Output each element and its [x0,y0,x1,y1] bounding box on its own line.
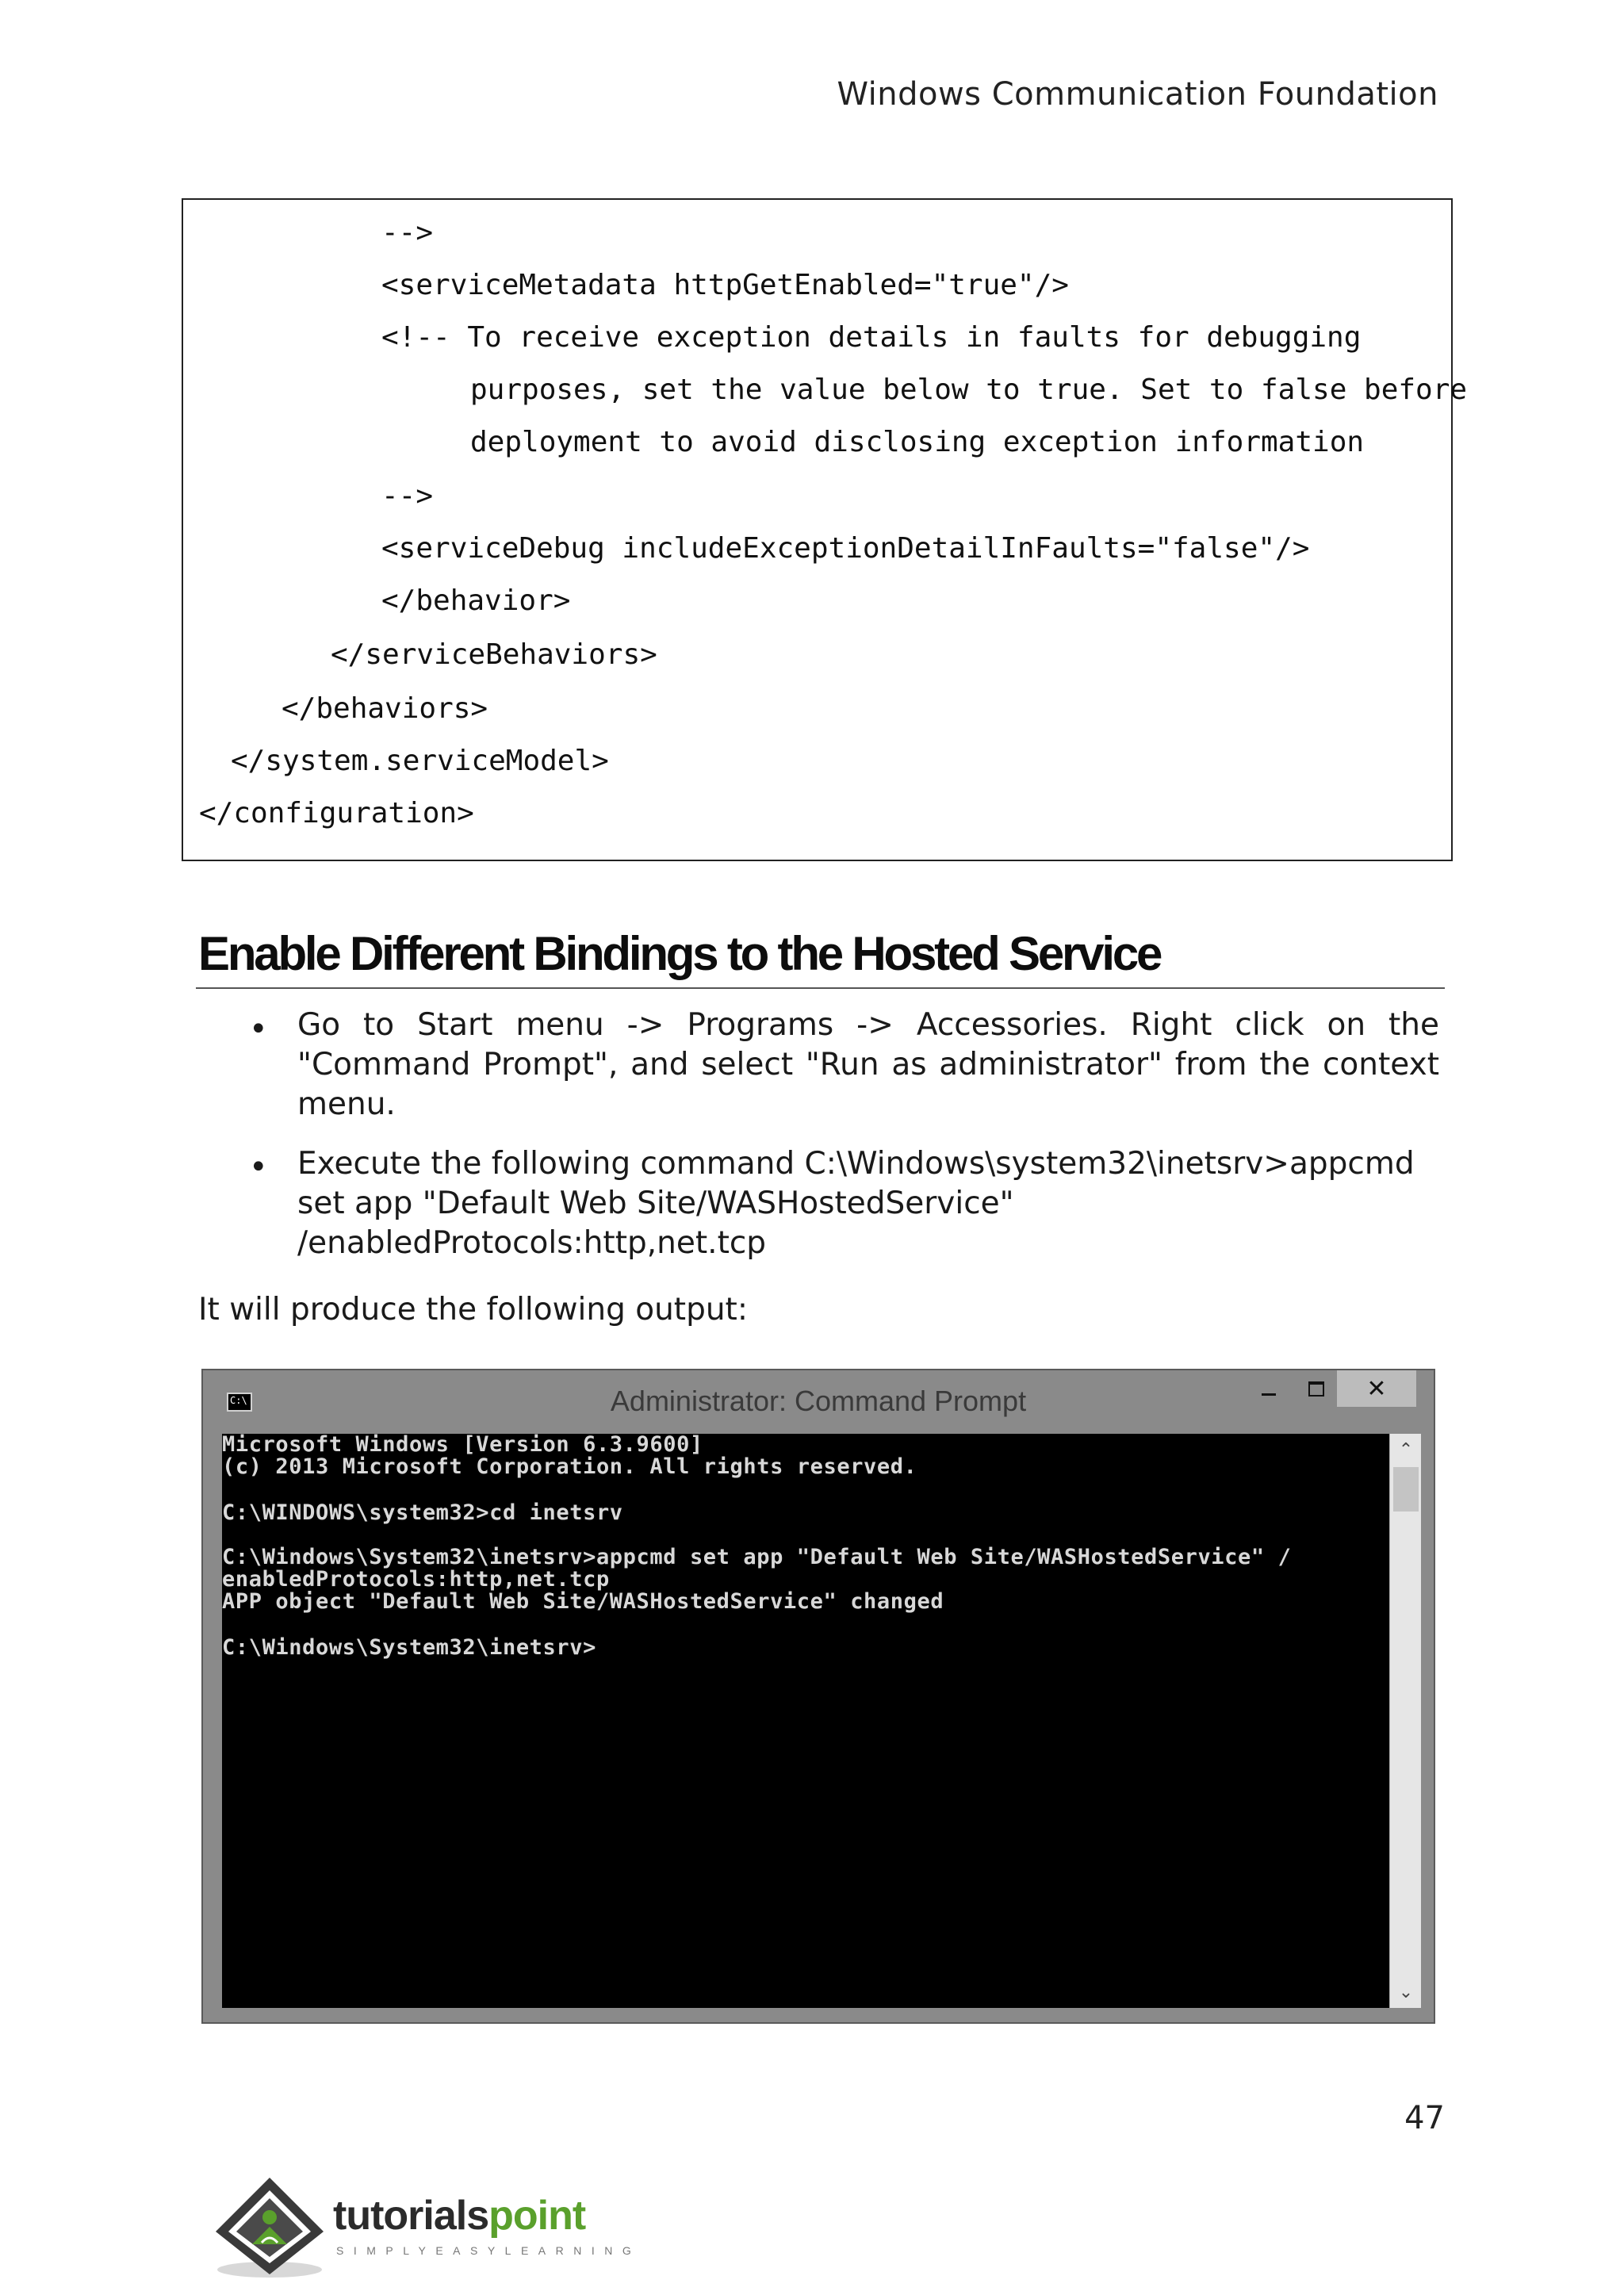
code-line: <serviceDebug includeExceptionDetailInFaults="false"/> [381,532,1310,565]
logo-emblem-icon [206,2171,333,2282]
console-line: C:\Windows\System32\inetsrv>appcmd set app "Default Web Site/WASHostedService" / [222,1545,1292,1569]
tutorialspoint-logo [206,2171,658,2282]
code-line: </behaviors> [282,692,488,725]
console-output[interactable] [222,1434,1389,2008]
code-line: <serviceMetadata httpGetEnabled="true"/> [381,269,1069,301]
window-titlebar[interactable] [203,1370,1434,1434]
code-line: purposes, set the value below to true. Set to false before [470,374,1468,406]
code-block [182,198,1468,861]
close-button[interactable]: ✕ [1337,1370,1416,1407]
code-line: </configuration> [199,797,474,829]
code-line: </system.serviceModel> [231,745,609,777]
bullet-item: Go to Start menu -> Programs -> Accessories. Right click on the "Command Prompt", and select "Run as administrator" from the context menu. [297,1007,1439,1122]
vertical-scrollbar[interactable] [1389,1434,1421,2008]
page-number: 47 [1404,2100,1445,2136]
code-line: --> [381,480,434,512]
maximize-button[interactable] [1294,1370,1339,1407]
command-prompt-window [201,1369,1435,2024]
console-line: APP object "Default Web Site/WASHostedService" changed [222,1589,944,1614]
minimize-button[interactable] [1247,1370,1291,1407]
bullet-marker: • [249,1149,268,1186]
section-title: Enable Different Bindings to the Hosted Service [198,927,1161,980]
scroll-up-icon[interactable]: ⌃ [1398,1439,1414,1460]
scrollbar-thumb[interactable] [1393,1467,1419,1511]
console-line: (c) 2013 Microsoft Corporation. All rights reserved. [222,1454,917,1479]
console-line: enabledProtocols:http,net.tcp [222,1567,610,1592]
output-intro: It will produce the following output: [198,1292,748,1328]
code-line: deployment to avoid disclosing exception information [470,426,1365,458]
scroll-down-icon[interactable]: ⌄ [1398,1982,1414,2002]
window-title: Administrator: Command Prompt [610,1385,1027,1417]
code-line: </behavior> [381,584,571,617]
console-line: Microsoft Windows [Version 6.3.9600] [222,1432,703,1457]
title-underline [196,987,1445,989]
running-header: Windows Communication Foundation [837,76,1438,113]
code-line: --> [381,216,434,249]
console-line: C:\WINDOWS\system32>cd inetsrv [222,1500,623,1525]
logo-tagline: SIMPLYEASYLEARNING [336,2244,642,2257]
code-line: <!-- To receive exception details in faults for debugging [381,321,1362,354]
logo-wordmark: tutorialspoint [333,2193,586,2239]
console-app-icon[interactable]: C:\ [227,1393,252,1412]
bullet-item: Execute the following command C:\Windows\system32\inetsrv>appcmd set app "Default Web Site/WASHostedService" /enabledProtocols:http,net.tcp [297,1146,1415,1261]
bullet-marker: • [249,1011,268,1048]
console-line: C:\Windows\System32\inetsrv> [222,1635,596,1660]
code-line: </serviceBehaviors> [331,638,657,671]
